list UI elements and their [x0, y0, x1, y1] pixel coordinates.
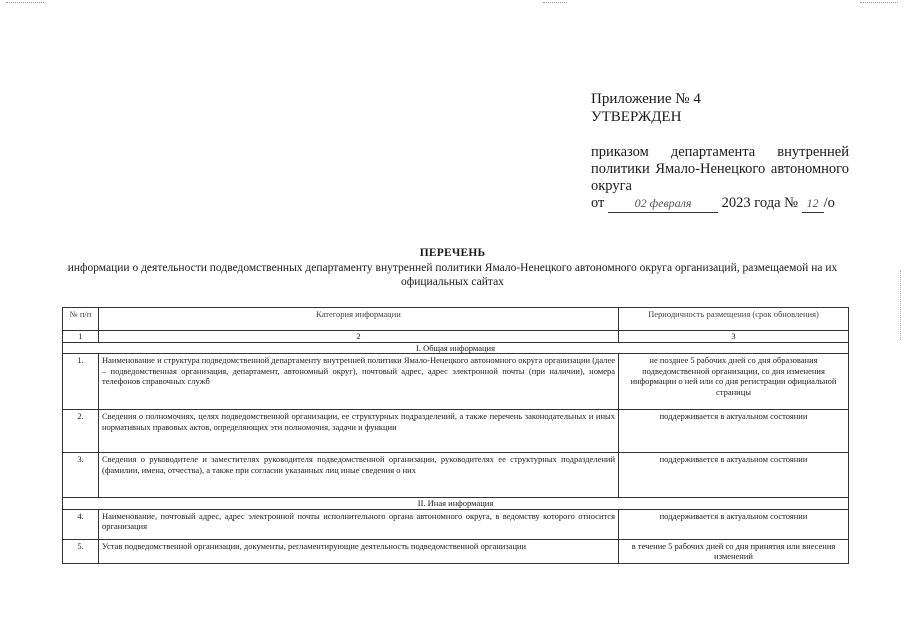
index-cell: 3	[619, 331, 849, 343]
row-periodicity: поддерживается в актуальном состоянии	[619, 410, 849, 453]
header-num: № п/п	[63, 308, 99, 331]
order-year: 2023 года №	[721, 195, 798, 211]
document-title: ПЕРЕЧЕНЬ	[419, 247, 486, 259]
approved-label: УТВЕРЖДЕН	[591, 109, 682, 125]
table-row	[63, 354, 849, 410]
table-index-row	[63, 331, 849, 343]
order-suffix: /о	[823, 195, 835, 211]
order-description: приказом департамента внутренней политики Ямало-Ненецкого автономного округа	[591, 144, 849, 194]
scan-speckle-right	[860, 2, 898, 7]
row-number: 4.	[63, 509, 99, 539]
row-category: Устав подведомственной организации, документы, регламентирующие деятельность подведомственной организации	[99, 539, 619, 563]
row-category: Сведения о полномочиях, целях подведомственной организации, ее структурных подразделений, а также перечень законодательных и иных нормативных правовых актов, определяющих эти полномочия, задачи и функции	[99, 410, 619, 453]
document-subtitle: информации о деятельности подведомственных департаменту внутренней политики Ямало-Ненецкого автономного округа организаций, размещаемой на их официальных сайтах	[67, 262, 838, 288]
table-row	[63, 410, 849, 453]
scan-edge-mark	[900, 270, 902, 340]
section-row	[63, 498, 849, 510]
handwritten-date: 02 февраля	[608, 195, 718, 213]
row-number: 3.	[63, 453, 99, 498]
section-row	[63, 342, 849, 354]
order-date-line	[591, 195, 853, 213]
row-category: Сведения о руководителе и заместителях руководителя подведомственной организации, руководителях ее структурных подразделений (фамилии, имена, отчества), а также при согласии указанных лиц иные сведения о них	[99, 453, 619, 498]
appendix-label: Приложение № 4	[591, 91, 701, 107]
row-number: 1.	[63, 354, 99, 410]
handwritten-number: 12	[802, 195, 824, 213]
index-cell: 1	[63, 331, 99, 343]
section-title: I. Общая информация	[63, 342, 849, 354]
table-row	[63, 539, 849, 563]
scan-speckle-mid	[543, 2, 567, 7]
row-number: 2.	[63, 410, 99, 453]
row-category: Наименование, почтовый адрес, адрес электронной почты исполнительного органа автономного округа, в ведомству которого относится организация	[99, 509, 619, 539]
table-row	[63, 453, 849, 498]
index-cell: 2	[99, 331, 619, 343]
order-prefix: от	[591, 195, 605, 211]
row-periodicity: поддерживается в актуальном состоянии	[619, 453, 849, 498]
table-row	[63, 509, 849, 539]
row-periodicity: не позднее 5 рабочих дней со дня образования подведомственной организации, со дня изменения информации о ней или со дня регистрации официальной страницы	[619, 354, 849, 410]
row-periodicity: поддерживается в актуальном состоянии	[619, 509, 849, 539]
scan-speckle-left	[6, 2, 44, 7]
row-periodicity: в течение 5 рабочих дней со дня принятия или внесения изменений	[619, 539, 849, 563]
row-category: Наименование и структура подведомственной департаменту внутренней политики Ямало-Ненецкого автономного округа организации (далее – подведомственная организация, департамент, автономный округ), почтовый адрес, адрес электронной почты (при наличии), номера телефонов справочных служб	[99, 354, 619, 410]
section-title: II. Иная информация	[63, 498, 849, 510]
table-header-row	[63, 308, 849, 331]
approval-block	[591, 90, 849, 126]
information-table	[62, 307, 849, 564]
row-number: 5.	[63, 539, 99, 563]
header-category: Категория информации	[99, 308, 619, 331]
header-periodicity: Периодичность размещения (срок обновления)	[619, 308, 849, 331]
